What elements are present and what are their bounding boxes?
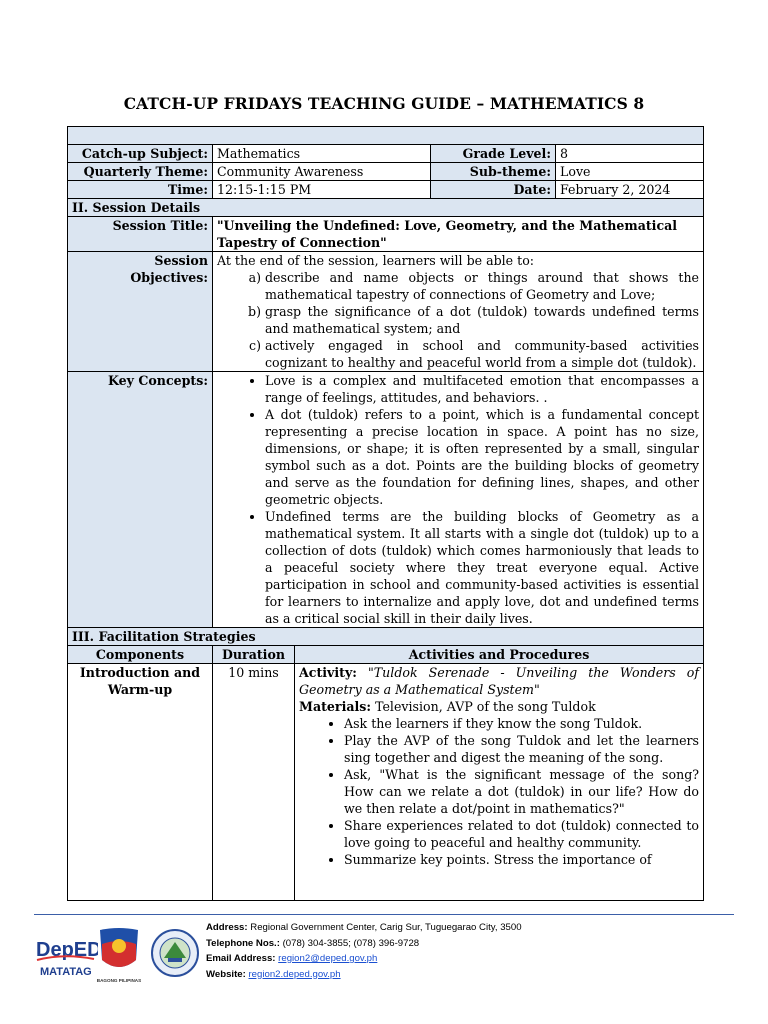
key-concepts-row — [68, 372, 704, 628]
facilitation-heading: III. Facilitation Strategies — [68, 628, 704, 646]
svg-text:MATATAG: MATATAG — [40, 966, 92, 978]
session-heading: II. Session Details — [68, 199, 704, 217]
warmup-steps — [299, 715, 699, 868]
objective-item: a. describe and name objects or things around that shows the mathematical tapestry of connections of Geometry and Love; — [265, 269, 699, 303]
bagong-pilipinas-logo — [92, 924, 146, 986]
grade-value: 8 — [556, 145, 704, 163]
website-line: Website: region2.deped.gov.ph — [206, 968, 341, 980]
step-item: • Ask, "What is the significant message of the song? How can we relate a dot (tuldok) in our life? How do we then relate a dot/point in mathematics?" — [344, 766, 699, 817]
step-item: • Summarize key points. Stress the importance of — [344, 851, 699, 868]
objectives-label: Session Objectives: — [68, 252, 213, 372]
regional-seal-icon — [150, 928, 200, 978]
subtheme-value: Love — [556, 163, 704, 181]
activities-header: Activities and Procedures — [295, 646, 704, 664]
key-concepts-label: Key Concepts: — [68, 372, 213, 628]
activity-label: Activity: — [299, 665, 357, 680]
date-label: Date: — [431, 181, 556, 199]
concept-item: • Love is a complex and multifaceted emotion that encompasses a range of feelings, attitudes, and behaviors. . — [265, 372, 699, 406]
date-value: February 2, 2024 — [556, 181, 704, 199]
activities-cell — [295, 664, 704, 901]
session-title: "Unveiling the Undefined: Love, Geometry, and the Mathematical Tapestry of Connection" — [213, 217, 704, 252]
time-value: 12:15-1:15 PM — [213, 181, 431, 199]
page-footer — [0, 914, 768, 1024]
objective-item: c. actively engaged in school and community-based activities cognizant to healthy and peaceful world from a simple dot (tuldok). — [265, 337, 699, 371]
footer-divider — [34, 914, 734, 915]
email-link[interactable]: region2@deped.gov.ph — [278, 953, 378, 964]
component-duration: 10 mins — [213, 664, 295, 901]
step-item: • Share experiences related to dot (tuldok) connected to love going to peaceful and healthy community. — [344, 817, 699, 851]
session-heading-row — [68, 199, 704, 217]
subject-row — [68, 145, 704, 163]
regional-seal — [150, 928, 200, 978]
warmup-row — [68, 664, 704, 901]
teaching-guide-table — [67, 126, 704, 901]
address-line: Address: Regional Government Center, Carig Sur, Tuguegarao City, 3500 — [206, 922, 522, 933]
key-concepts-list — [217, 372, 699, 627]
step-item: • Play the AVP of the song Tuldok and let the learners sing together and digest the meaning of the song. — [344, 732, 699, 766]
theme-label: Quarterly Theme: — [68, 163, 213, 181]
materials-label: Materials: — [299, 699, 372, 714]
objectives-intro: At the end of the session, learners will be able to: — [217, 253, 535, 268]
subject-value: Mathematics — [213, 145, 431, 163]
website-link[interactable]: region2.deped.gov.ph — [248, 968, 341, 980]
bagong-pilipinas-logo-icon — [92, 924, 146, 986]
component-name: Introduction and Warm-up — [68, 664, 213, 901]
objective-item: b. grasp the significance of a dot (tuldok) towards undefined terms and mathematical system; and — [265, 303, 699, 337]
facilitation-heading-row — [68, 628, 704, 646]
materials-line — [299, 698, 699, 715]
activity-title: "Tuldok Serenade - Unveiling the Wonders of Geometry as a Mathematical System" — [299, 665, 700, 697]
time-label: Time: — [68, 181, 213, 199]
theme-row — [68, 163, 704, 181]
subject-label: Catch-up Subject: — [68, 145, 213, 163]
objectives-row — [68, 252, 704, 372]
blank-header-row — [68, 127, 704, 145]
materials-value: Television, AVP of the song Tuldok — [375, 699, 596, 714]
duration-header: Duration — [213, 646, 295, 664]
deped-logo — [34, 928, 98, 984]
components-header: Components — [68, 646, 213, 664]
objectives-cell — [213, 252, 704, 372]
grade-label: Grade Level: — [431, 145, 556, 163]
page-title: CATCH-UP FRIDAYS TEACHING GUIDE – MATHEMATICS 8 — [123, 94, 645, 113]
session-title-row — [68, 217, 704, 252]
step-item: • Ask the learners if they know the song Tuldok. — [344, 715, 699, 732]
concept-item: • Undefined terms are the building blocks of Geometry as a mathematical system. It all starts with a single dot (tuldok) up to a collection of dots (tuldok) which comes harmoniously that leads to a peaceful society where they treat everyone equal. Active participation in school and community-based activities is essential for learners to internalize and apply love, dot and undefined terms as a critical social skill in their daily lives. — [265, 508, 699, 627]
email-line: Email Address: region2@deped.gov.ph — [206, 953, 378, 964]
subtheme-label: Sub-theme: — [431, 163, 556, 181]
svg-text:BAGONG PILIPINAS: BAGONG PILIPINAS — [96, 978, 142, 983]
activity-line — [299, 664, 699, 698]
phone-line: Telephone Nos.: (078) 304-3855; (078) 396-9728 — [206, 937, 420, 949]
time-row — [68, 181, 704, 199]
concept-item: • A dot (tuldok) refers to a point, which is a fundamental concept representing a precise location in space. A point has no size, dimensions, or shape; it is often represented by a small, singular symbol such as a dot. Points are the building blocks of geometry and serve as the foundation for defining lines, shapes, and other geometric objects. — [265, 406, 699, 508]
deped-logo-icon — [34, 928, 98, 984]
objectives-list — [217, 269, 699, 371]
facilitation-columns-row — [68, 646, 704, 664]
session-title-label: Session Title: — [68, 217, 213, 252]
key-concepts-cell — [213, 372, 704, 628]
svg-text:DepED: DepED — [36, 939, 98, 961]
contact-info — [206, 920, 522, 982]
theme-value: Community Awareness — [213, 163, 431, 181]
